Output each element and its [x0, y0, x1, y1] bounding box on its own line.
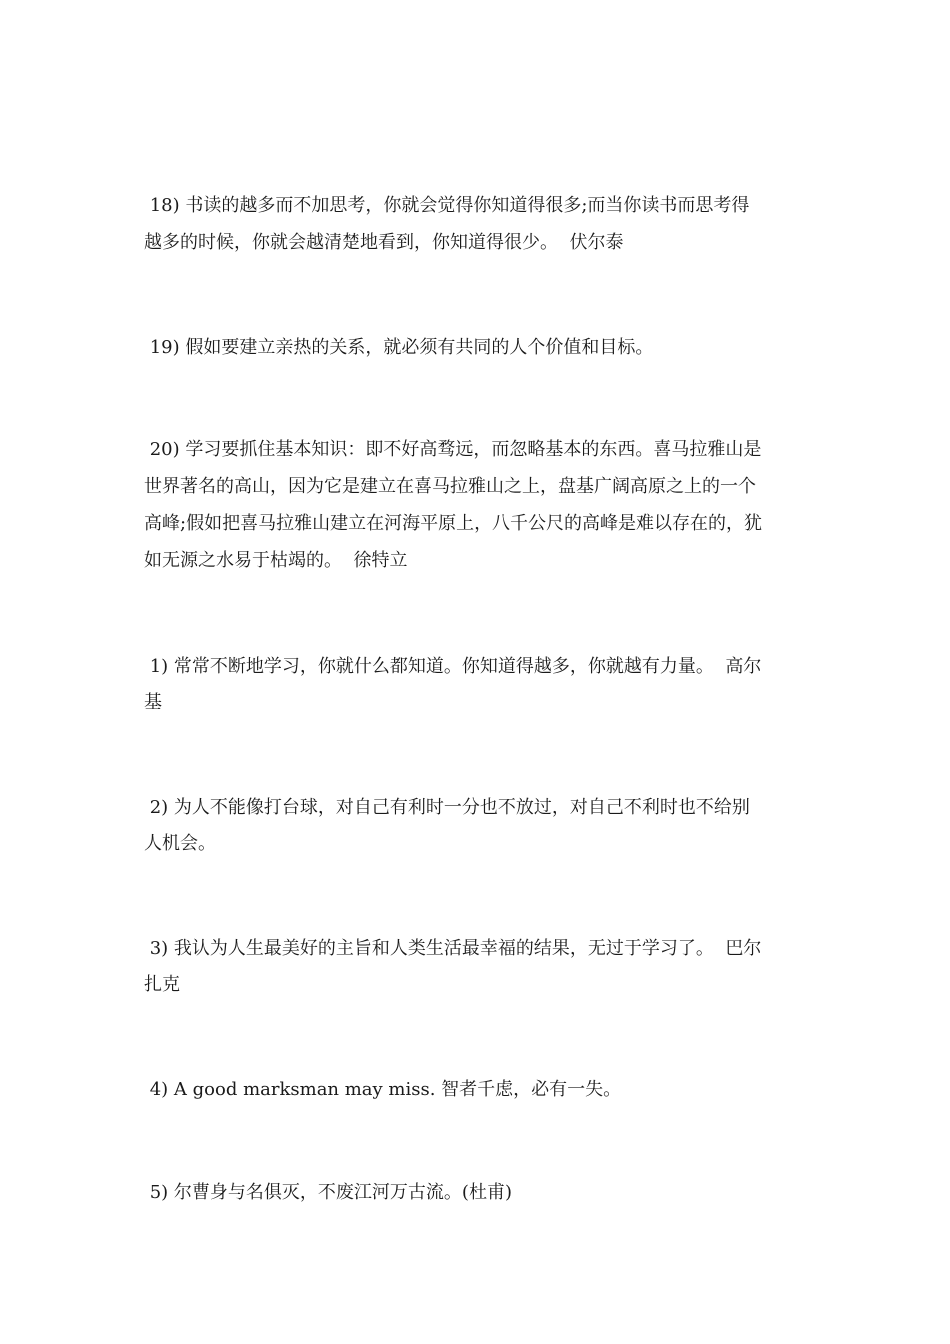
quote-4-line-1: 4) A good marksman may miss. 智者千虑，必有一失。	[144, 1079, 622, 1100]
quote-20-line-4: 如无源之水易于枯竭的。 徐特立	[144, 550, 408, 571]
quote-20-line-1: 20) 学习要抓住基本知识：即不好高骛远，而忽略基本的东西。喜马拉雅山是	[144, 439, 762, 460]
quote-18-line-1: 18) 书读的越多而不加思考，你就会觉得你知道得很多;而当你读书而思考得	[144, 195, 750, 216]
quote-1-line-1: 1) 常常不断地学习，你就什么都知道。你知道得越多，你就越有力量。 高尔	[144, 656, 762, 677]
quote-3-line-1: 3) 我认为人生最美好的主旨和人类生活最幸福的结果，无过于学习了。 巴尔	[144, 938, 762, 959]
quote-20-line-3: 高峰;假如把喜马拉雅山建立在河海平原上，八千公尺的高峰是难以存在的，犹	[144, 513, 763, 534]
quote-3-line-2: 扎克	[144, 974, 180, 995]
quote-2-line-2: 人机会。	[144, 833, 216, 854]
quote-1-line-2: 基	[144, 692, 162, 713]
quote-19-line-1: 19) 假如要建立亲热的关系，就必须有共同的人个价值和目标。	[144, 337, 654, 358]
quote-2-line-1: 2) 为人不能像打台球，对自己有利时一分也不放过，对自己不利时也不给别	[144, 797, 750, 818]
quote-20-line-2: 世界著名的高山，因为它是建立在喜马拉雅山之上，盘基广阔高原之上的一个	[144, 476, 756, 497]
quote-5-line-1: 5) 尔曹身与名俱灭，不废江河万古流。(杜甫)	[144, 1182, 512, 1203]
quote-18-line-2: 越多的时候，你就会越清楚地看到，你知道得很少。 伏尔泰	[144, 232, 624, 253]
